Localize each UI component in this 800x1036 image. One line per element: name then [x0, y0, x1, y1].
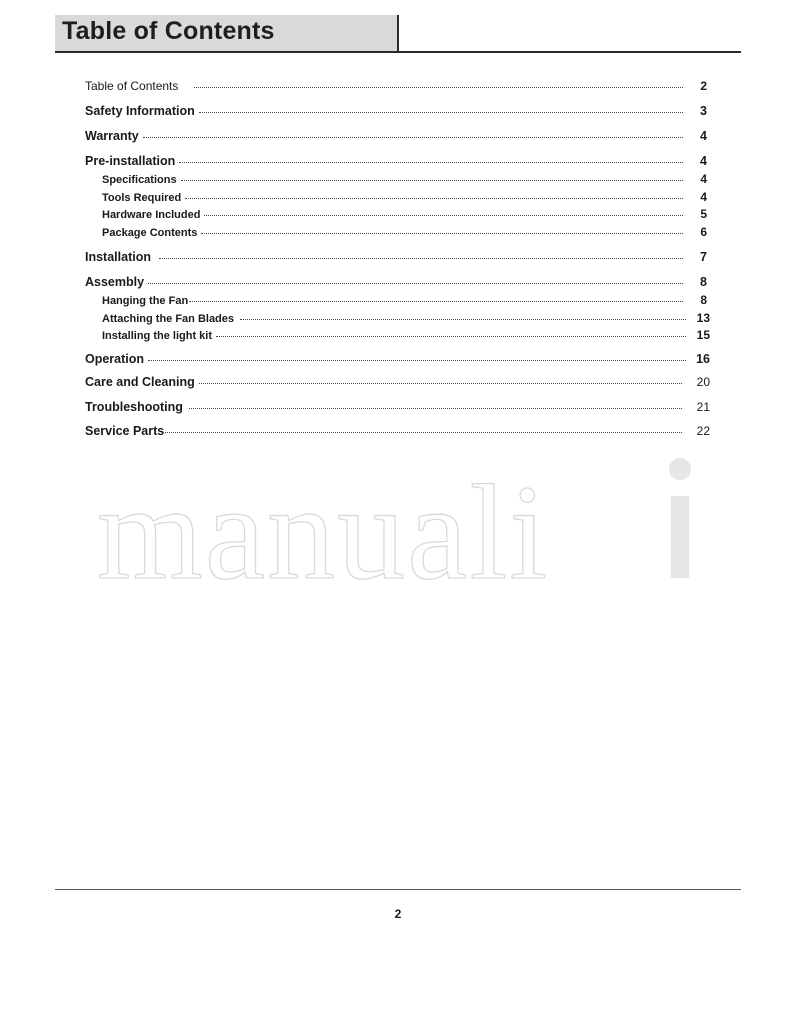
- toc-page: 4: [700, 154, 707, 168]
- toc-leader: [204, 215, 683, 216]
- toc-label: Hanging the Fan: [102, 295, 189, 307]
- toc-label: Safety Information: [85, 104, 195, 118]
- toc-page: 4: [700, 129, 707, 143]
- header-divider-horizontal: [55, 51, 741, 53]
- toc-entry-hanging-the-fan[interactable]: [102, 293, 707, 307]
- toc-label: Warranty: [85, 129, 139, 143]
- toc-page: 20: [696, 375, 710, 389]
- watermark-dot: [669, 458, 691, 480]
- toc-entry-operation[interactable]: [85, 352, 710, 366]
- toc-label: Assembly: [85, 275, 145, 289]
- toc-label: Troubleshooting: [85, 400, 183, 414]
- toc-leader: [185, 198, 683, 199]
- toc-entry-service-parts[interactable]: [85, 424, 710, 438]
- toc-leader: [159, 258, 683, 259]
- toc-page: 21: [696, 400, 710, 414]
- toc-entry-installing-the-light-kit[interactable]: [102, 328, 710, 342]
- toc-leader: [201, 233, 683, 234]
- watermark-bar: [671, 496, 689, 578]
- toc-leader: [194, 87, 683, 88]
- toc-leader: [143, 137, 683, 138]
- toc-leader: [216, 336, 686, 337]
- toc-page: 4: [700, 190, 707, 204]
- toc-label: Package Contents: [102, 227, 198, 239]
- toc-entry-pre-installation[interactable]: [85, 154, 707, 168]
- toc-leader: [165, 432, 682, 433]
- toc-label: Installing the light kit: [102, 330, 212, 342]
- toc-page: 16: [696, 352, 710, 366]
- toc-label: Attaching the Fan Blades: [102, 313, 235, 325]
- toc-page: 3: [700, 104, 707, 118]
- toc-leader: [240, 319, 686, 320]
- toc-page: 22: [696, 424, 710, 438]
- toc-label: Tools Required: [102, 192, 182, 204]
- toc-leader: [179, 162, 683, 163]
- toc-label: Hardware Included: [102, 209, 201, 221]
- page-title: Table of Contents: [62, 17, 275, 45]
- footer-divider: [55, 889, 741, 890]
- toc-leader: [199, 112, 683, 113]
- toc-page: 4: [700, 172, 707, 186]
- toc-entry-hardware-included[interactable]: [102, 207, 707, 221]
- page-number: 2: [394, 907, 402, 921]
- toc-leader: [148, 360, 686, 361]
- toc-entry-assembly[interactable]: [85, 275, 707, 289]
- toc-entry-troubleshooting[interactable]: [85, 400, 710, 414]
- toc-label: Operation: [85, 352, 145, 366]
- toc-entry-safety-information[interactable]: [85, 104, 707, 118]
- toc-label: Installation: [85, 250, 151, 264]
- toc-leader: [181, 180, 683, 181]
- toc-label: Pre-installation: [85, 154, 176, 168]
- toc-entry-care-and-cleaning[interactable]: [85, 375, 710, 389]
- toc-page: 8: [700, 293, 707, 307]
- toc-page: 8: [700, 275, 707, 289]
- toc-page: 2: [700, 79, 707, 93]
- toc-entry-attaching-the-fan-blades[interactable]: [102, 311, 710, 325]
- toc-label: Specifications: [102, 174, 177, 186]
- toc-label: Care and Cleaning: [85, 375, 195, 389]
- toc-label: Table of Contents: [85, 79, 179, 93]
- toc-leader: [148, 283, 683, 284]
- toc-page: 6: [700, 225, 707, 239]
- toc-leader: [199, 383, 682, 384]
- toc-page: 7: [700, 250, 707, 264]
- toc-entry-specifications[interactable]: [102, 172, 707, 186]
- toc-entry-table-of-contents[interactable]: [85, 79, 707, 93]
- toc-page: 15: [696, 328, 710, 342]
- toc-page: 13: [696, 311, 710, 325]
- toc-label: Service Parts: [85, 424, 165, 438]
- header-divider-vertical: [397, 15, 399, 52]
- toc-entry-warranty[interactable]: [85, 129, 707, 143]
- toc-leader: [189, 301, 683, 302]
- toc-entry-tools-required[interactable]: [102, 190, 707, 204]
- toc-page: 5: [700, 207, 707, 221]
- watermark-logo: [95, 450, 705, 590]
- toc-entry-installation[interactable]: [85, 250, 707, 264]
- watermark-text: manuali: [97, 458, 550, 590]
- toc-entry-package-contents[interactable]: [102, 225, 707, 239]
- toc-leader: [189, 408, 682, 409]
